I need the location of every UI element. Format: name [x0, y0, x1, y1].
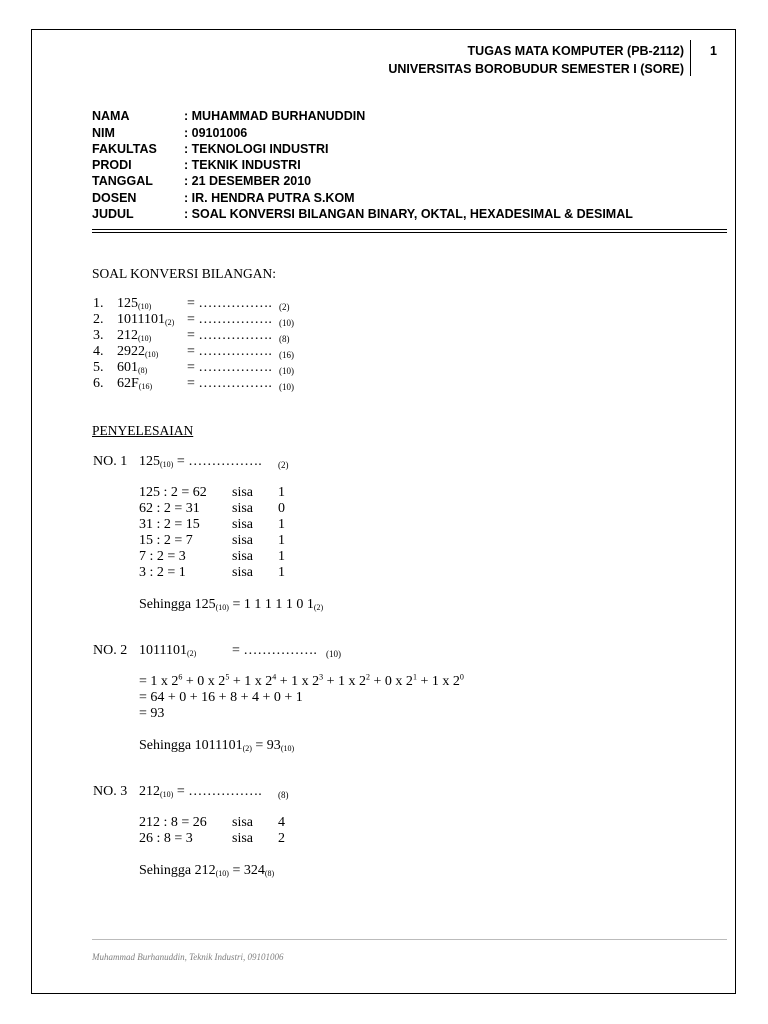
soal-number: 6.: [93, 376, 104, 391]
info-value: : 21 DESEMBER 2010: [184, 174, 312, 188]
step-sisa: sisa: [232, 831, 253, 846]
soal-number: 3.: [93, 328, 104, 343]
step-remainder: 1: [278, 565, 285, 580]
no2-sum: = 64 + 0 + 16 + 8 + 4 + 0 + 1: [139, 690, 303, 705]
step-remainder: 1: [278, 533, 285, 548]
soal-target-base: (2): [279, 302, 290, 312]
no2-question-equals: = …………….: [232, 643, 317, 658]
header-university: UNIVERSITAS BOROBUDUR SEMESTER I (SORE): [388, 62, 684, 76]
soal-value: $2922_{(10)}$: [117, 344, 159, 359]
info-value: : IR. HENDRA PUTRA S.KOM: [184, 191, 355, 205]
penyelesaian-title: PENYELESAIAN: [92, 423, 194, 438]
soal-value: $212_{(10)}$: [117, 328, 152, 343]
info-row: [92, 158, 301, 172]
info-key: JUDUL: [92, 207, 134, 221]
no3-question: $212_{(10)}$ = …………….: [139, 784, 262, 799]
soal-target-base: (16): [279, 350, 294, 360]
info-value: : MUHAMMAD BURHANUDDIN: [184, 109, 366, 123]
info-row: [92, 191, 355, 205]
step-sisa: sisa: [232, 485, 253, 500]
no3-result: Sehingga $212_{(10)} = 324_{(8)}$: [139, 863, 275, 878]
soal-number: 4.: [93, 344, 104, 359]
info-row: [92, 109, 365, 123]
step-expression: 62 : 2 = 31: [139, 501, 200, 516]
info-key: FAKULTAS: [92, 142, 157, 156]
step-sisa: sisa: [232, 815, 253, 830]
no2-label: NO. 2: [93, 643, 128, 658]
info-value: : 09101006: [184, 126, 248, 140]
soal-target-base: (10): [279, 366, 294, 376]
step-expression: 212 : 8 = 26: [139, 815, 207, 830]
step-sisa: sisa: [232, 533, 253, 548]
step-sisa: sisa: [232, 565, 253, 580]
step-remainder: 1: [278, 485, 285, 500]
footer-divider: [92, 939, 727, 940]
soal-value: $62F_{(16)}$: [117, 376, 153, 391]
soal-value: $601_{(8)}$: [117, 360, 148, 375]
soal-equals: = …………….: [187, 344, 272, 359]
header-divider: [690, 40, 691, 76]
soal-target-base: (10): [279, 318, 294, 328]
no2-result: Sehingga $1011101_{(2)} = 93_{(10)}$: [139, 738, 295, 753]
soal-title: SOAL KONVERSI BILANGAN:: [92, 266, 276, 281]
soal-value: $125_{(10)}$: [117, 296, 152, 311]
footer-text: Muhammad Burhanuddin, Teknik Industri, 09101006: [92, 952, 284, 962]
step-remainder: 1: [278, 549, 285, 564]
no1-question: $125_{(10)}$ = …………….: [139, 454, 262, 469]
soal-number: 2.: [93, 312, 104, 327]
step-sisa: sisa: [232, 517, 253, 532]
no2-question-value: $1011101_{(2)}$: [139, 643, 197, 658]
info-key: TANGGAL: [92, 174, 153, 188]
soal-equals: = …………….: [187, 328, 272, 343]
soal-equals: = …………….: [187, 360, 272, 375]
header-course: TUGAS MATA KOMPUTER (PB-2112): [467, 44, 684, 58]
info-key: PRODI: [92, 158, 132, 172]
soal-target-base: (10): [279, 382, 294, 392]
step-remainder: 2: [278, 831, 285, 846]
no2-target-base: (10): [326, 649, 341, 659]
no1-label: NO. 1: [93, 454, 128, 469]
step-expression: 3 : 2 = 1: [139, 565, 186, 580]
info-value: : TEKNOLOGI INDUSTRI: [184, 142, 329, 156]
step-remainder: 1: [278, 517, 285, 532]
divider-line: [92, 232, 727, 233]
info-value: : TEKNIK INDUSTRI: [184, 158, 301, 172]
step-remainder: 0: [278, 501, 285, 516]
info-key: DOSEN: [92, 191, 137, 205]
no1-result: Sehingga $125_{(10)} = 1$ 1 1 1 1 0 $1_{(2)}$: [139, 597, 324, 612]
step-expression: 15 : 2 = 7: [139, 533, 193, 548]
page-number: 1: [710, 44, 717, 58]
no2-total: = 93: [139, 706, 165, 721]
step-expression: 125 : 2 = 62: [139, 485, 207, 500]
no3-target-base: (8): [278, 790, 289, 800]
info-row: [92, 142, 328, 156]
soal-equals: = …………….: [187, 376, 272, 391]
step-expression: 26 : 8 = 3: [139, 831, 193, 846]
no3-label: NO. 3: [93, 784, 128, 799]
soal-number: 1.: [93, 296, 104, 311]
step-sisa: sisa: [232, 549, 253, 564]
no2-expansion: = 1 x $2^6 + 0$ x $2^5 + 1$ x $2^4 + 1$ x $2^3 + 1$ x $2^2 + 0$ x $2^1 + 1$ x $2^0$: [139, 672, 464, 689]
info-key: NAMA: [92, 109, 130, 123]
step-sisa: sisa: [232, 501, 253, 516]
info-row: [92, 126, 247, 140]
step-expression: 31 : 2 = 15: [139, 517, 200, 532]
step-expression: 7 : 2 = 3: [139, 549, 186, 564]
soal-number: 5.: [93, 360, 104, 375]
info-row: [92, 174, 311, 188]
soal-equals: = …………….: [187, 312, 272, 327]
info-value: : SOAL KONVERSI BILANGAN BINARY, OKTAL, HEXADESIMAL & DESIMAL: [184, 207, 633, 221]
soal-value: $1011101_{(2)}$: [117, 312, 175, 327]
info-key: NIM: [92, 126, 115, 140]
soal-equals: = …………….: [187, 296, 272, 311]
soal-target-base: (8): [279, 334, 290, 344]
no1-target-base: (2): [278, 460, 289, 470]
info-row: [92, 207, 633, 221]
divider-line: [92, 229, 727, 230]
step-remainder: 4: [278, 815, 285, 830]
